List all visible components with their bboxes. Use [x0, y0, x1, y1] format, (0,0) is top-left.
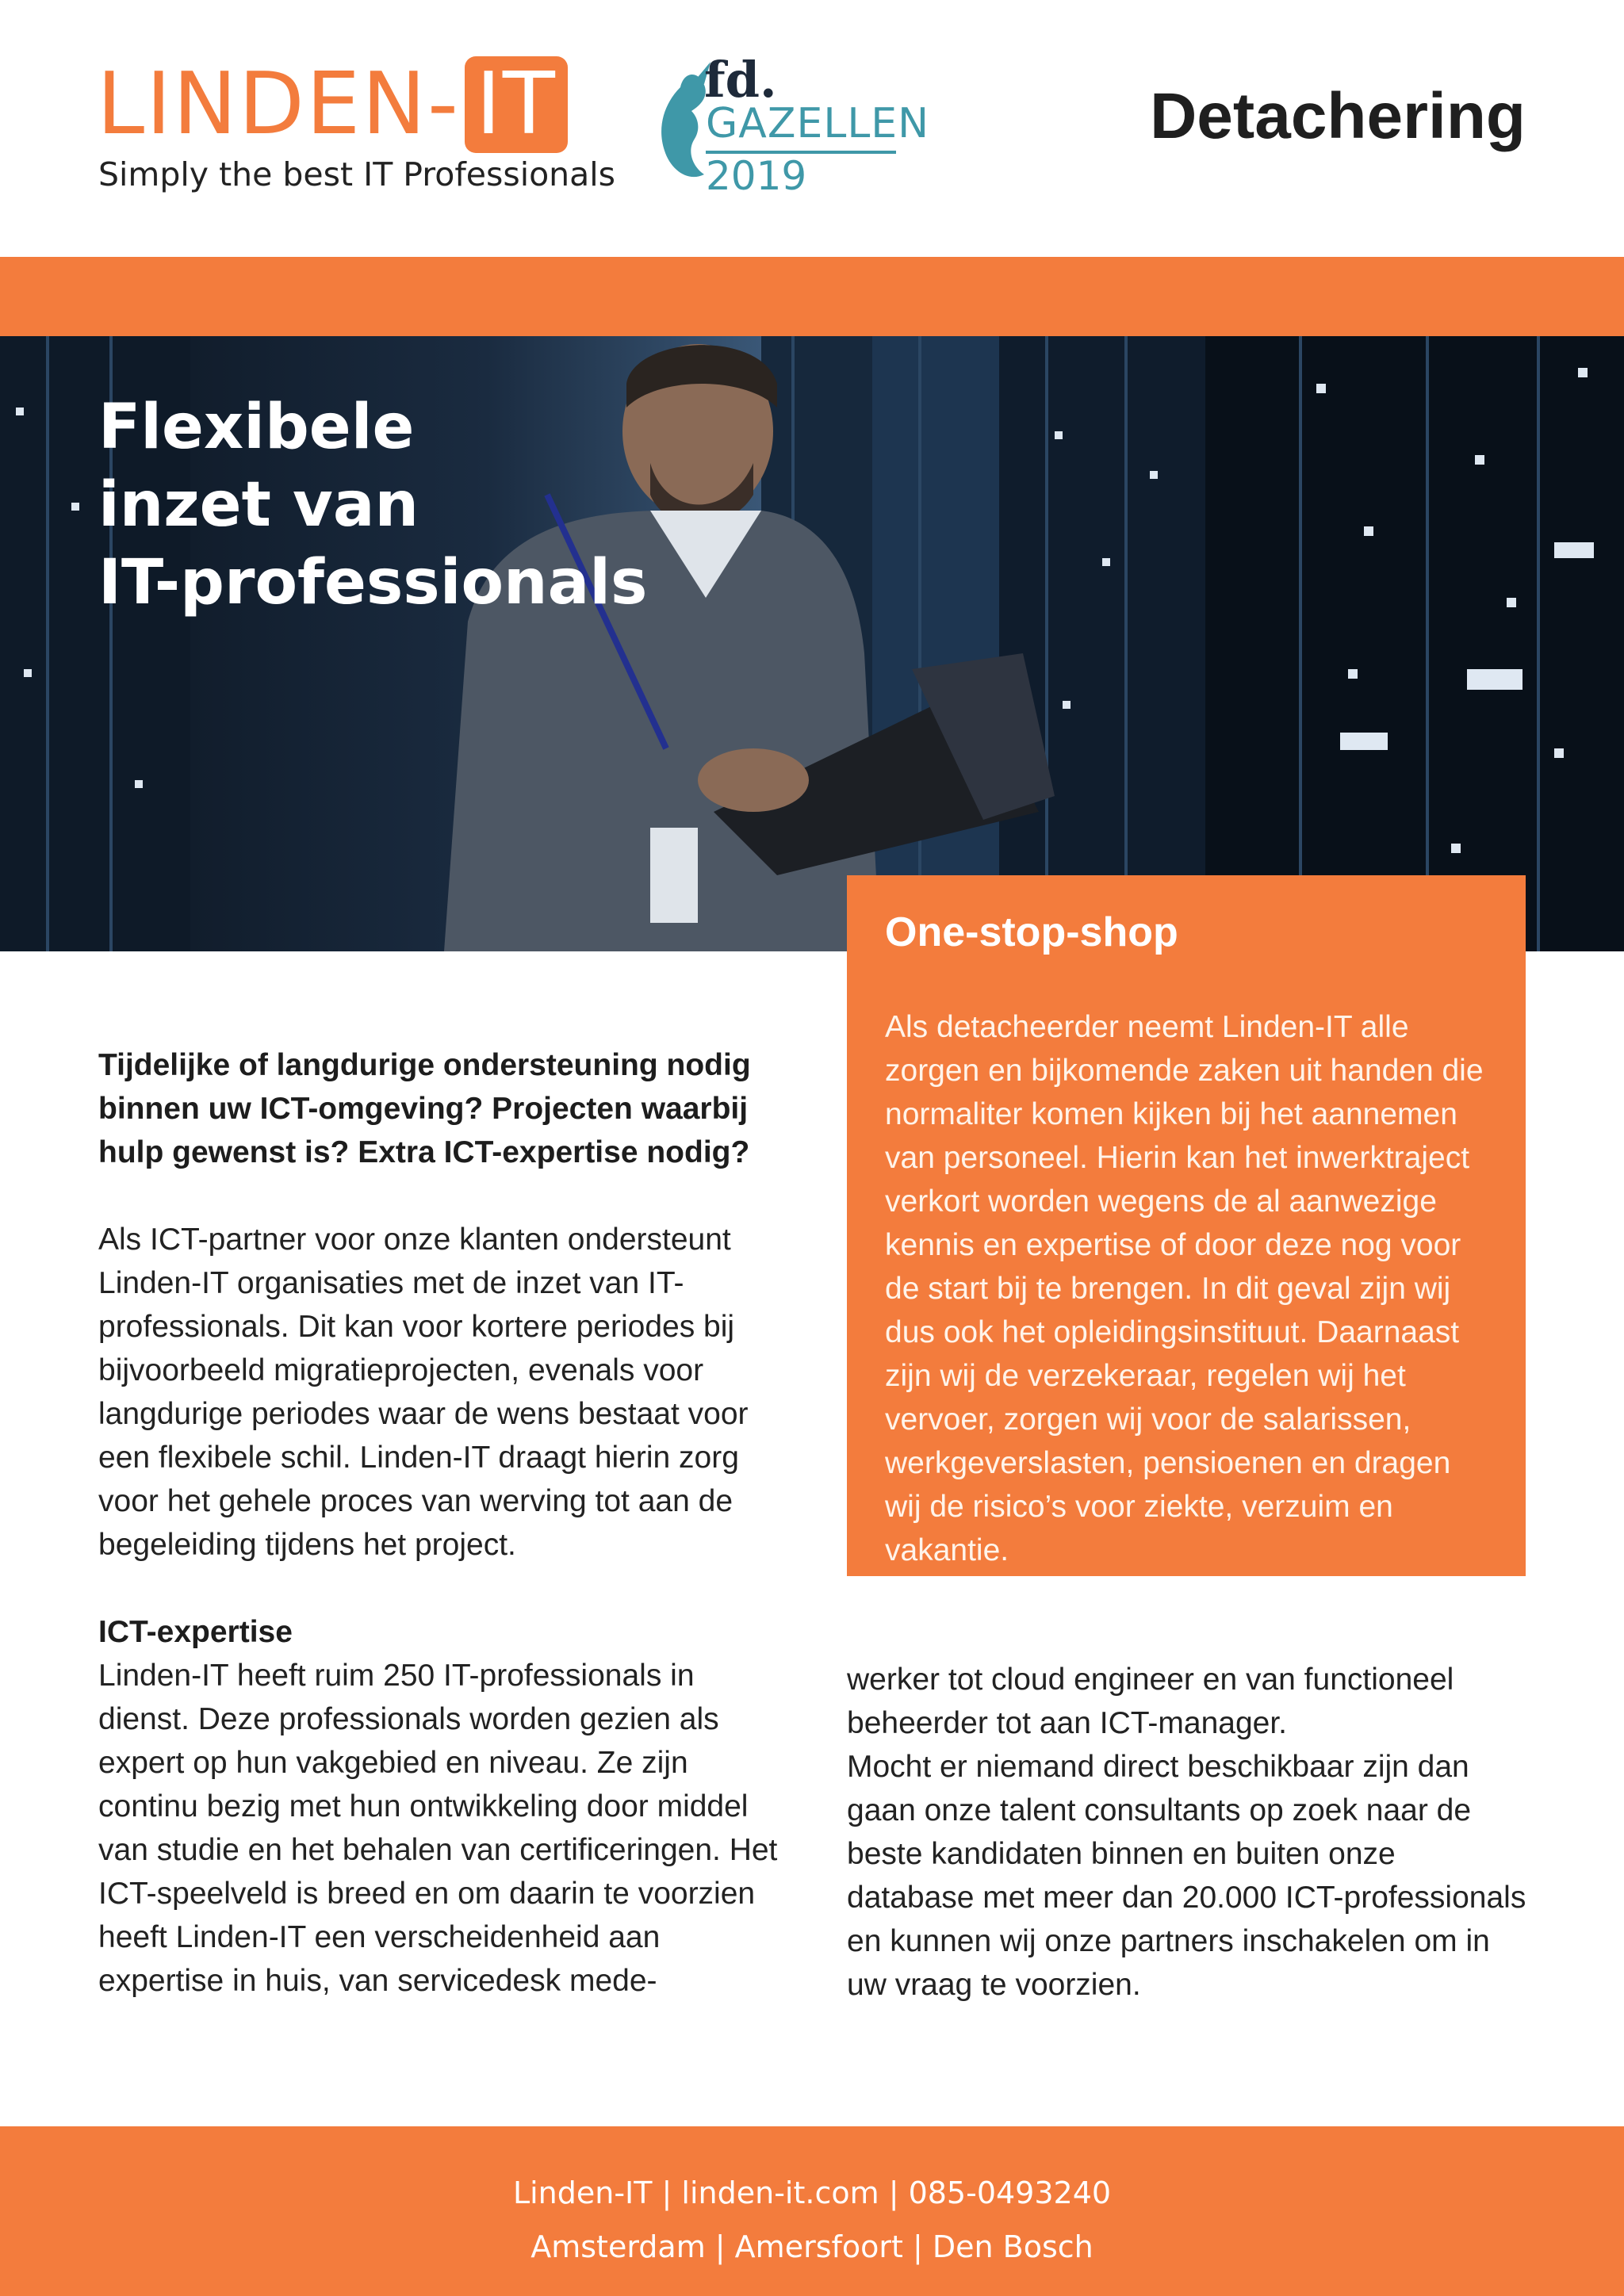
- logo-tagline: Simply the best IT Professionals: [98, 155, 616, 193]
- footer-contact-line: Linden-IT | linden-it.com | 085-0493240: [512, 2175, 1112, 2210]
- document-category-title: Detachering: [1150, 80, 1526, 152]
- section-heading-ict-expertise: ICT-expertise: [98, 1615, 293, 1649]
- box-text: Als detacheerder neemt Linden-IT alle zorgen en bijkomende zaken uit handen die normaliter komen kijken bij het aannemen van personeel. Hierin kan het inwerktraject verkort worden wegens de al aanwezige kennis en expertise of door deze nog voor de start bij te brengen. In dit geval zijn wij dus ook het opleidingsinstituut. Daarnaast zijn wij de verzekeraar, regelen wij het vervoer, zorgen wij voor de salarissen, werkgeverslasten, pensioenen en dragen wij de risico’s voor ziekte, verzuim en vakantie.: [885, 1010, 1484, 1567]
- logo-text: LINDEN-: [97, 55, 460, 154]
- intro-paragraph: Als ICT-partner voor onze klanten ondersteunt Linden-IT organisaties met de inzet van IT-professionals. Dit kan voor kortere periodes bij bijvoorbeeld migratieprojecten, evenals voor langdurige periodes waar de wens bestaat voor een flexibele schil. Linden-IT draagt hierin zorg voor het gehele proces van werving tot aan de begeleiding tijdens het project.: [98, 1223, 749, 1562]
- left-column: [98, 1043, 788, 2003]
- hero-title: [98, 388, 653, 622]
- ict-expertise-continuation: werker tot cloud engineer en van functioneel beheerder tot aan ICT-manager.: [847, 1663, 1454, 1740]
- logo-it-block: IT: [465, 56, 568, 153]
- box-title: One-stop-shop: [885, 909, 1178, 955]
- footer-locations-line: Amsterdam | Amersfoort | Den Bosch: [530, 2229, 1094, 2264]
- intro-question: Tijdelijke of langdurige ondersteuning nodig binnen uw ICT-omgeving? Projecten waarbij hulp gewenst is? Extra ICT-expertise nodig?: [98, 1048, 751, 1169]
- ict-expertise-paragraph: Linden-IT heeft ruim 250 IT-professionals in dienst. Deze professionals worden gezien als expert op hun vakgebied en niveau. Ze zijn continu bezig met hun ontwikkeling door middel van studie en het behalen van certificeringen. Het ICT-speelveld is breed en om daarin te voorzien heeft Linden-IT een verscheidenheid aan expertise in huis, van servicedesk mede-: [98, 1659, 778, 1998]
- hero-title-line: Flexibele: [98, 392, 415, 463]
- fd-badge-label: fd.: [704, 51, 777, 109]
- gazellen-badge-year: 2019: [706, 153, 807, 199]
- company-logo: [97, 52, 587, 157]
- header-orange-band: [0, 257, 1624, 336]
- footer: [0, 2126, 1624, 2296]
- gazellen-badge-name: GAZELLEN: [706, 100, 930, 147]
- hero-title-line: inzet van: [98, 469, 419, 541]
- one-stop-shop-box: [847, 875, 1526, 1576]
- hero-title-line: IT-professionals: [98, 547, 648, 618]
- right-column: [847, 1658, 1529, 2007]
- availability-paragraph: Mocht er niemand direct beschikbaar zijn dan gaan onze talent consultants op zoek naar de beste kandidaten binnen en buiten onze database met meer dan 20.000 ICT-professionals en kunnen wij onze partners inschakelen om in uw vraag te voorzien.: [847, 1750, 1526, 2002]
